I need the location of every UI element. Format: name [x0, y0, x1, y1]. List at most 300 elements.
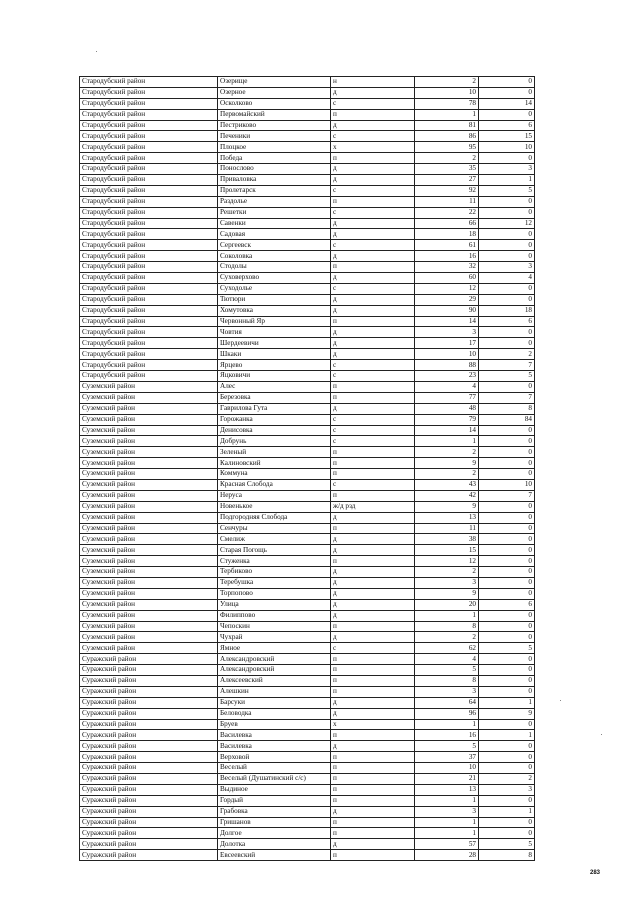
value-cell-2: 0 — [479, 534, 535, 545]
value-cell-1: 18 — [415, 229, 479, 240]
value-cell-2: 3 — [479, 164, 535, 175]
value-cell-1: 10 — [415, 349, 479, 360]
district-cell: Стародубский район — [80, 371, 218, 382]
table-row — [80, 327, 535, 338]
value-cell-2: 0 — [479, 436, 535, 447]
settlement-name-cell: Садовая — [218, 229, 331, 240]
value-cell-2: 0 — [479, 447, 535, 458]
district-cell: Суражский район — [80, 817, 218, 828]
settlement-type-cell: с — [331, 436, 415, 447]
settlement-type-cell: д — [331, 806, 415, 817]
value-cell-1: 12 — [415, 283, 479, 294]
settlement-type-cell: д — [331, 741, 415, 752]
district-cell: Суземский район — [80, 577, 218, 588]
district-cell: Стародубский район — [80, 131, 218, 142]
settlement-name-cell: Чепоскин — [218, 621, 331, 632]
value-cell-1: 3 — [415, 806, 479, 817]
value-cell-2: 8 — [479, 403, 535, 414]
value-cell-1: 37 — [415, 752, 479, 763]
settlement-name-cell: Шердеевичи — [218, 338, 331, 349]
district-cell: Суражский район — [80, 806, 218, 817]
table-row — [80, 632, 535, 643]
value-cell-1: 1 — [415, 817, 479, 828]
settlement-type-cell: д — [331, 610, 415, 621]
table-row — [80, 643, 535, 654]
settlement-name-cell: Яцковичи — [218, 371, 331, 382]
settlement-type-cell: п — [331, 316, 415, 327]
table-row — [80, 686, 535, 697]
settlement-name-cell: Неруса — [218, 490, 331, 501]
value-cell-1: 13 — [415, 512, 479, 523]
settlement-type-cell: д — [331, 545, 415, 556]
settlement-type-cell: х — [331, 142, 415, 153]
value-cell-2: 1 — [479, 730, 535, 741]
value-cell-1: 5 — [415, 665, 479, 676]
settlement-name-cell: Красная Слобода — [218, 479, 331, 490]
value-cell-1: 48 — [415, 403, 479, 414]
settlement-name-cell: Василевка — [218, 741, 331, 752]
settlement-type-cell: п — [331, 763, 415, 774]
value-cell-1: 21 — [415, 774, 479, 785]
settlement-type-cell: с — [331, 479, 415, 490]
value-cell-2: 0 — [479, 283, 535, 294]
table-row — [80, 741, 535, 752]
district-cell: Стародубский район — [80, 327, 218, 338]
district-cell: Суражский район — [80, 774, 218, 785]
settlement-type-cell: с — [331, 371, 415, 382]
value-cell-2: 0 — [479, 741, 535, 752]
table-row — [80, 305, 535, 316]
settlement-type-cell: п — [331, 196, 415, 207]
table-row — [80, 523, 535, 534]
settlement-type-cell: п — [331, 392, 415, 403]
table-row — [80, 196, 535, 207]
settlement-name-cell: Сенчуры — [218, 523, 331, 534]
district-cell: Стародубский район — [80, 229, 218, 240]
value-cell-1: 77 — [415, 392, 479, 403]
settlement-name-cell: Зеленый — [218, 447, 331, 458]
table-row — [80, 599, 535, 610]
settlement-type-cell: п — [331, 447, 415, 458]
settlement-name-cell: Чухрай — [218, 632, 331, 643]
settlement-name-cell: Тютюри — [218, 294, 331, 305]
value-cell-1: 57 — [415, 839, 479, 850]
value-cell-2: 0 — [479, 588, 535, 599]
settlement-name-cell: Пролетарск — [218, 185, 331, 196]
table-row — [80, 120, 535, 131]
table-row — [80, 109, 535, 120]
settlement-name-cell: Хомутовка — [218, 305, 331, 316]
district-cell: Суземский район — [80, 512, 218, 523]
settlement-name-cell: Горожанка — [218, 414, 331, 425]
settlement-type-cell: п — [331, 795, 415, 806]
settlement-type-cell: д — [331, 403, 415, 414]
value-cell-2: 2 — [479, 349, 535, 360]
settlement-type-cell: п — [331, 752, 415, 763]
value-cell-2: 0 — [479, 556, 535, 567]
value-cell-1: 10 — [415, 87, 479, 98]
settlement-type-cell: д — [331, 218, 415, 229]
district-cell: Суземский район — [80, 534, 218, 545]
table-row — [80, 545, 535, 556]
table-row — [80, 392, 535, 403]
value-cell-1: 23 — [415, 371, 479, 382]
settlement-type-cell: п — [331, 490, 415, 501]
settlement-name-cell: Коммуна — [218, 469, 331, 480]
district-cell: Суземский район — [80, 469, 218, 480]
value-cell-1: 96 — [415, 708, 479, 719]
settlement-name-cell: Добрунь — [218, 436, 331, 447]
page-number: 283 — [590, 870, 601, 876]
settlement-name-cell: Старая Погощь — [218, 545, 331, 556]
value-cell-2: 7 — [479, 360, 535, 371]
settlement-type-cell: д — [331, 305, 415, 316]
table-row — [80, 425, 535, 436]
table-row — [80, 577, 535, 588]
settlement-type-cell: д — [331, 338, 415, 349]
settlement-type-cell: н — [331, 77, 415, 88]
value-cell-1: 17 — [415, 338, 479, 349]
settlement-name-cell: Алешкин — [218, 686, 331, 697]
table-row — [80, 839, 535, 850]
district-cell: Суражский район — [80, 697, 218, 708]
district-cell: Стародубский район — [80, 109, 218, 120]
value-cell-1: 1 — [415, 828, 479, 839]
settlement-name-cell: Долотка — [218, 839, 331, 850]
settlement-name-cell: Стодолы — [218, 262, 331, 273]
value-cell-2: 4 — [479, 273, 535, 284]
table-row — [80, 719, 535, 730]
value-cell-2: 1 — [479, 175, 535, 186]
settlement-name-cell: Приваловка — [218, 175, 331, 186]
district-cell: Суземский район — [80, 458, 218, 469]
value-cell-2: 1 — [479, 697, 535, 708]
settlement-type-cell: п — [331, 153, 415, 164]
table-row — [80, 77, 535, 88]
value-cell-1: 2 — [415, 153, 479, 164]
value-cell-1: 2 — [415, 469, 479, 480]
value-cell-1: 2 — [415, 632, 479, 643]
value-cell-2: 7 — [479, 392, 535, 403]
settlement-type-cell: д — [331, 349, 415, 360]
district-cell: Суражский район — [80, 730, 218, 741]
value-cell-1: 15 — [415, 545, 479, 556]
settlement-name-cell: Долгое — [218, 828, 331, 839]
table-row — [80, 175, 535, 186]
settlement-type-cell: п — [331, 730, 415, 741]
table-row — [80, 360, 535, 371]
settlement-type-cell: д — [331, 599, 415, 610]
value-cell-2: 0 — [479, 817, 535, 828]
table-row — [80, 567, 535, 578]
settlement-name-cell: Василевка — [218, 730, 331, 741]
settlement-name-cell: Улица — [218, 599, 331, 610]
settlement-type-cell: ж/д рзд — [331, 501, 415, 512]
district-cell: Стародубский район — [80, 316, 218, 327]
settlement-name-cell: Плоцкое — [218, 142, 331, 153]
settlement-type-cell: д — [331, 708, 415, 719]
settlement-name-cell: Алексеевский — [218, 675, 331, 686]
table-row — [80, 665, 535, 676]
settlement-type-cell: д — [331, 632, 415, 643]
settlement-name-cell: Подгородняя Слобода — [218, 512, 331, 523]
settlement-type-cell: д — [331, 273, 415, 284]
value-cell-2: 0 — [479, 752, 535, 763]
value-cell-2: 8 — [479, 850, 535, 861]
value-cell-1: 9 — [415, 501, 479, 512]
table-row — [80, 490, 535, 501]
value-cell-1: 81 — [415, 120, 479, 131]
district-cell: Суземский район — [80, 425, 218, 436]
value-cell-1: 66 — [415, 218, 479, 229]
table-row — [80, 98, 535, 109]
value-cell-1: 8 — [415, 675, 479, 686]
value-cell-2: 3 — [479, 784, 535, 795]
value-cell-1: 1 — [415, 719, 479, 730]
value-cell-2: 0 — [479, 251, 535, 262]
settlement-type-cell: д — [331, 164, 415, 175]
value-cell-2: 9 — [479, 708, 535, 719]
settlement-type-cell: д — [331, 697, 415, 708]
settlement-name-cell: Стуженка — [218, 556, 331, 567]
value-cell-2: 0 — [479, 567, 535, 578]
value-cell-2: 0 — [479, 458, 535, 469]
value-cell-1: 14 — [415, 316, 479, 327]
district-cell: Стародубский район — [80, 338, 218, 349]
table-row — [80, 240, 535, 251]
settlement-name-cell: Грабовка — [218, 806, 331, 817]
value-cell-2: 0 — [479, 577, 535, 588]
table-row — [80, 447, 535, 458]
settlement-type-cell: д — [331, 567, 415, 578]
settlement-name-cell: Суховерхово — [218, 273, 331, 284]
settlement-type-cell: д — [331, 87, 415, 98]
settlement-type-cell: с — [331, 240, 415, 251]
district-cell: Суземский район — [80, 643, 218, 654]
value-cell-2: 0 — [479, 621, 535, 632]
settlement-name-cell: Филиппово — [218, 610, 331, 621]
value-cell-1: 1 — [415, 109, 479, 120]
table-row — [80, 251, 535, 262]
district-cell: Суземский район — [80, 501, 218, 512]
district-cell: Стародубский район — [80, 283, 218, 294]
value-cell-1: 95 — [415, 142, 479, 153]
table-row — [80, 784, 535, 795]
settlements-table — [79, 76, 535, 861]
settlement-type-cell: п — [331, 458, 415, 469]
settlement-name-cell: Новенькое — [218, 501, 331, 512]
value-cell-2: 3 — [479, 262, 535, 273]
value-cell-1: 79 — [415, 414, 479, 425]
district-cell: Стародубский район — [80, 87, 218, 98]
value-cell-1: 28 — [415, 850, 479, 861]
district-cell: Суземский район — [80, 567, 218, 578]
value-cell-2: 0 — [479, 469, 535, 480]
table-row — [80, 338, 535, 349]
district-cell: Стародубский район — [80, 153, 218, 164]
settlement-name-cell: Сергеевск — [218, 240, 331, 251]
district-cell: Суражский район — [80, 665, 218, 676]
value-cell-2: 0 — [479, 828, 535, 839]
settlement-name-cell: Ярцево — [218, 360, 331, 371]
table-row — [80, 273, 535, 284]
settlement-type-cell: с — [331, 98, 415, 109]
value-cell-1: 2 — [415, 447, 479, 458]
table-row — [80, 349, 535, 360]
value-cell-2: 0 — [479, 719, 535, 730]
settlement-name-cell: Верховой — [218, 752, 331, 763]
table-row — [80, 512, 535, 523]
settlement-name-cell: Гордый — [218, 795, 331, 806]
value-cell-1: 14 — [415, 425, 479, 436]
district-cell: Стародубский район — [80, 196, 218, 207]
table-row — [80, 371, 535, 382]
value-cell-1: 11 — [415, 523, 479, 534]
value-cell-2: 0 — [479, 87, 535, 98]
district-cell: Суземский район — [80, 447, 218, 458]
table-row — [80, 654, 535, 665]
district-cell: Стародубский район — [80, 349, 218, 360]
value-cell-2: 0 — [479, 512, 535, 523]
district-cell: Суземский район — [80, 414, 218, 425]
table-row — [80, 414, 535, 425]
district-cell: Суземский район — [80, 599, 218, 610]
table-row — [80, 436, 535, 447]
settlement-name-cell: Суходолье — [218, 283, 331, 294]
district-cell: Суражский район — [80, 795, 218, 806]
value-cell-1: 35 — [415, 164, 479, 175]
table-row — [80, 131, 535, 142]
value-cell-2: 0 — [479, 632, 535, 643]
value-cell-1: 16 — [415, 730, 479, 741]
district-cell: Стародубский район — [80, 77, 218, 88]
settlement-type-cell: д — [331, 294, 415, 305]
settlement-name-cell: Гаврилова Гута — [218, 403, 331, 414]
settlement-type-cell: д — [331, 120, 415, 131]
settlement-name-cell: Беловодка — [218, 708, 331, 719]
value-cell-2: 5 — [479, 839, 535, 850]
value-cell-1: 61 — [415, 240, 479, 251]
table-row — [80, 763, 535, 774]
district-cell: Суражский район — [80, 719, 218, 730]
table-row — [80, 850, 535, 861]
settlement-name-cell: Печеники — [218, 131, 331, 142]
table-row — [80, 262, 535, 273]
district-cell: Суражский район — [80, 686, 218, 697]
value-cell-2: 10 — [479, 479, 535, 490]
value-cell-1: 27 — [415, 175, 479, 186]
value-cell-2: 0 — [479, 207, 535, 218]
value-cell-1: 11 — [415, 196, 479, 207]
value-cell-2: 5 — [479, 643, 535, 654]
value-cell-1: 22 — [415, 207, 479, 218]
settlement-name-cell: Ямное — [218, 643, 331, 654]
table-row — [80, 87, 535, 98]
table-row — [80, 795, 535, 806]
settlement-name-cell: Веселый — [218, 763, 331, 774]
table-row — [80, 458, 535, 469]
district-cell: Стародубский район — [80, 262, 218, 273]
settlement-type-cell: п — [331, 381, 415, 392]
settlement-name-cell: Човтия — [218, 327, 331, 338]
settlement-type-cell: п — [331, 469, 415, 480]
value-cell-2: 5 — [479, 371, 535, 382]
value-cell-2: 15 — [479, 131, 535, 142]
district-cell: Стародубский район — [80, 207, 218, 218]
settlements-table-body — [80, 77, 535, 861]
scan-speck — [96, 51, 97, 52]
settlement-type-cell: п — [331, 621, 415, 632]
table-row — [80, 153, 535, 164]
value-cell-2: 0 — [479, 240, 535, 251]
table-row — [80, 218, 535, 229]
settlement-name-cell: Александровский — [218, 665, 331, 676]
settlement-name-cell: Выдиное — [218, 784, 331, 795]
settlement-name-cell: Савенки — [218, 218, 331, 229]
settlement-name-cell: Калиновский — [218, 458, 331, 469]
settlement-name-cell: Березовка — [218, 392, 331, 403]
settlement-name-cell: Веселый (Душатинский с/с) — [218, 774, 331, 785]
table-row — [80, 752, 535, 763]
value-cell-1: 16 — [415, 251, 479, 262]
value-cell-2: 6 — [479, 120, 535, 131]
district-cell: Стародубский район — [80, 273, 218, 284]
table-row — [80, 817, 535, 828]
district-cell: Суземский район — [80, 403, 218, 414]
value-cell-1: 1 — [415, 795, 479, 806]
district-cell: Суземский район — [80, 588, 218, 599]
value-cell-2: 0 — [479, 109, 535, 120]
scan-speck — [560, 700, 561, 701]
district-cell: Стародубский район — [80, 185, 218, 196]
settlement-type-cell: п — [331, 817, 415, 828]
table-row — [80, 479, 535, 490]
value-cell-1: 38 — [415, 534, 479, 545]
value-cell-2: 7 — [479, 490, 535, 501]
settlement-name-cell: Евсеевский — [218, 850, 331, 861]
settlement-type-cell: д — [331, 839, 415, 850]
value-cell-2: 1 — [479, 806, 535, 817]
district-cell: Суземский район — [80, 392, 218, 403]
value-cell-2: 0 — [479, 545, 535, 556]
value-cell-2: 0 — [479, 795, 535, 806]
value-cell-2: 12 — [479, 218, 535, 229]
settlement-type-cell: п — [331, 850, 415, 861]
settlement-type-cell: с — [331, 131, 415, 142]
value-cell-1: 62 — [415, 643, 479, 654]
settlement-name-cell: Денисовка — [218, 425, 331, 436]
value-cell-2: 0 — [479, 327, 535, 338]
table-row — [80, 675, 535, 686]
value-cell-2: 0 — [479, 153, 535, 164]
value-cell-1: 42 — [415, 490, 479, 501]
district-cell: Суражский район — [80, 752, 218, 763]
settlement-name-cell: Решетки — [218, 207, 331, 218]
settlement-type-cell: д — [331, 251, 415, 262]
value-cell-2: 0 — [479, 196, 535, 207]
settlement-type-cell: д — [331, 512, 415, 523]
settlement-type-cell: п — [331, 109, 415, 120]
value-cell-2: 0 — [479, 381, 535, 392]
table-row — [80, 708, 535, 719]
settlement-type-cell: с — [331, 207, 415, 218]
value-cell-2: 10 — [479, 142, 535, 153]
settlement-name-cell: Барсуки — [218, 697, 331, 708]
value-cell-1: 13 — [415, 784, 479, 795]
settlement-name-cell: Червонный Яр — [218, 316, 331, 327]
table-row — [80, 806, 535, 817]
settlement-name-cell: Бруев — [218, 719, 331, 730]
